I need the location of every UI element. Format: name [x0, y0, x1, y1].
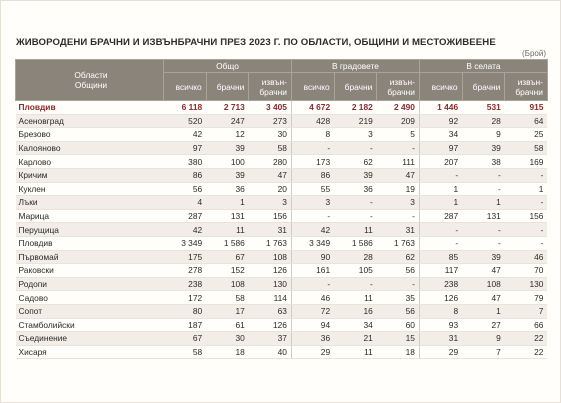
cell-total-all: 380 [164, 155, 207, 169]
cell-towns-extramarital: 62 [377, 250, 420, 264]
cell-towns-extramarital: 56 [377, 264, 420, 278]
subheader-total-marital: брачни [206, 73, 249, 101]
cell-towns-all: 173 [291, 155, 334, 169]
cell-total-marital: 30 [206, 332, 249, 346]
cell-total-all: 6 118 [164, 101, 207, 115]
row-label: Пловдив [16, 236, 164, 250]
cell-villages-all: 287 [419, 209, 462, 223]
cell-towns-extramarital: 2 490 [377, 101, 420, 115]
row-label: Брезово [16, 128, 164, 142]
cell-towns-extramarital: 56 [377, 304, 420, 318]
cell-total-extramarital: 58 [249, 141, 292, 155]
cell-towns-all: 428 [291, 114, 334, 128]
cell-towns-extramarital: 1 763 [377, 236, 420, 250]
cell-total-extramarital: 280 [249, 155, 292, 169]
row-label: Марица [16, 209, 164, 223]
cell-villages-all: - [419, 236, 462, 250]
cell-total-marital: 58 [206, 291, 249, 305]
cell-towns-all: 36 [291, 332, 334, 346]
cell-villages-all: 34 [419, 128, 462, 142]
cell-villages-extramarital: 169 [505, 155, 548, 169]
cell-total-marital: 2 713 [206, 101, 249, 115]
cell-total-all: 187 [164, 318, 207, 332]
table-body [16, 101, 548, 359]
cell-towns-marital: 34 [334, 318, 377, 332]
table-row [16, 277, 548, 291]
row-label: Асеновград [16, 114, 164, 128]
table-row [16, 223, 548, 237]
table-row [16, 209, 548, 223]
corner-label-municipalities: Общини [74, 80, 108, 90]
row-label: Садово [16, 291, 164, 305]
table-row [16, 250, 548, 264]
table-header [16, 60, 548, 101]
cell-towns-all: 86 [291, 168, 334, 182]
row-label: Перущица [16, 223, 164, 237]
table-row [16, 141, 548, 155]
cell-towns-all: 4 672 [291, 101, 334, 115]
cell-villages-marital: 9 [462, 128, 505, 142]
cell-towns-marital: 219 [334, 114, 377, 128]
cell-villages-extramarital: 915 [505, 101, 548, 115]
cell-towns-all: - [291, 141, 334, 155]
row-label: Съединение [16, 332, 164, 346]
cell-towns-marital: - [334, 209, 377, 223]
cell-towns-marital: - [334, 141, 377, 155]
cell-total-marital: 1 [206, 196, 249, 210]
cell-villages-extramarital: 25 [505, 128, 548, 142]
cell-villages-extramarital: 156 [505, 209, 548, 223]
cell-villages-marital: - [462, 236, 505, 250]
row-label: Родопи [16, 277, 164, 291]
cell-villages-all: 97 [419, 141, 462, 155]
cell-towns-marital: 62 [334, 155, 377, 169]
cell-total-extramarital: 3 [249, 196, 292, 210]
cell-total-all: 80 [164, 304, 207, 318]
cell-villages-all: 1 446 [419, 101, 462, 115]
cell-towns-all: 29 [291, 345, 334, 359]
cell-towns-marital: 21 [334, 332, 377, 346]
cell-villages-marital: - [462, 223, 505, 237]
cell-towns-all: 42 [291, 223, 334, 237]
cell-villages-all: - [419, 223, 462, 237]
cell-total-extramarital: 126 [249, 264, 292, 278]
cell-total-extramarital: 31 [249, 223, 292, 237]
cell-towns-extramarital: 111 [377, 155, 420, 169]
cell-total-extramarital: 3 405 [249, 101, 292, 115]
cell-total-extramarital: 37 [249, 332, 292, 346]
cell-total-all: 238 [164, 277, 207, 291]
cell-villages-extramarital: - [505, 168, 548, 182]
cell-total-marital: 39 [206, 141, 249, 155]
cell-total-marital: 17 [206, 304, 249, 318]
cell-total-all: 172 [164, 291, 207, 305]
cell-total-extramarital: 273 [249, 114, 292, 128]
cell-villages-all: 238 [419, 277, 462, 291]
subheader-villages-marital: брачни [462, 73, 505, 101]
cell-towns-extramarital: - [377, 209, 420, 223]
cell-villages-extramarital: 70 [505, 264, 548, 278]
subheader-towns-extramarital: извън-брачни [377, 73, 420, 101]
table-row [16, 304, 548, 318]
cell-total-marital: 1 586 [206, 236, 249, 250]
cell-villages-extramarital: 130 [505, 277, 548, 291]
subheader-towns-marital: брачни [334, 73, 377, 101]
cell-total-extramarital: 1 763 [249, 236, 292, 250]
row-label: Първомай [16, 250, 164, 264]
cell-towns-all: 161 [291, 264, 334, 278]
cell-towns-all: 72 [291, 304, 334, 318]
cell-villages-marital: 131 [462, 209, 505, 223]
table-row [16, 264, 548, 278]
cell-villages-marital: 531 [462, 101, 505, 115]
cell-total-extramarital: 20 [249, 182, 292, 196]
row-label: Лъки [16, 196, 164, 210]
cell-total-extramarital: 63 [249, 304, 292, 318]
cell-towns-extramarital: 15 [377, 332, 420, 346]
cell-total-marital: 36 [206, 182, 249, 196]
cell-towns-all: - [291, 277, 334, 291]
cell-total-marital: 108 [206, 277, 249, 291]
cell-total-all: 287 [164, 209, 207, 223]
row-label: Пловдив [16, 101, 164, 115]
cell-villages-extramarital: - [505, 236, 548, 250]
subheader-villages-extramarital: извън-брачни [505, 73, 548, 101]
group-header-towns: В градовете [291, 60, 419, 73]
births-table [15, 59, 548, 359]
table-row [16, 182, 548, 196]
cell-total-marital: 12 [206, 128, 249, 142]
table-row [16, 155, 548, 169]
cell-villages-marital: 9 [462, 332, 505, 346]
cell-towns-extramarital: 5 [377, 128, 420, 142]
cell-towns-all: 90 [291, 250, 334, 264]
cell-villages-all: - [419, 168, 462, 182]
cell-towns-extramarital: 47 [377, 168, 420, 182]
row-label: Раковски [16, 264, 164, 278]
cell-villages-marital: 27 [462, 318, 505, 332]
cell-villages-marital: 1 [462, 196, 505, 210]
cell-towns-all: 46 [291, 291, 334, 305]
cell-towns-all: 3 349 [291, 236, 334, 250]
subheader-total-all: всичко [164, 73, 207, 101]
cell-towns-extramarital: 60 [377, 318, 420, 332]
cell-towns-extramarital: 31 [377, 223, 420, 237]
row-label: Куклен [16, 182, 164, 196]
cell-total-extramarital: 114 [249, 291, 292, 305]
cell-towns-extramarital: 35 [377, 291, 420, 305]
cell-total-marital: 131 [206, 209, 249, 223]
cell-villages-extramarital: - [505, 196, 548, 210]
cell-towns-marital: 11 [334, 291, 377, 305]
cell-villages-extramarital: - [505, 223, 548, 237]
cell-villages-extramarital: 46 [505, 250, 548, 264]
cell-towns-marital: 16 [334, 304, 377, 318]
cell-villages-marital: 28 [462, 114, 505, 128]
table-row [16, 128, 548, 142]
cell-villages-extramarital: 79 [505, 291, 548, 305]
cell-villages-marital: 1 [462, 304, 505, 318]
cell-villages-all: 126 [419, 291, 462, 305]
cell-towns-extramarital: 3 [377, 196, 420, 210]
cell-total-extramarital: 108 [249, 250, 292, 264]
cell-villages-all: 93 [419, 318, 462, 332]
cell-towns-marital: 105 [334, 264, 377, 278]
cell-towns-marital: 1 586 [334, 236, 377, 250]
cell-towns-extramarital: - [377, 277, 420, 291]
cell-villages-extramarital: 64 [505, 114, 548, 128]
cell-towns-all: 3 [291, 196, 334, 210]
cell-towns-marital: 3 [334, 128, 377, 142]
cell-total-all: 58 [164, 345, 207, 359]
cell-towns-extramarital: 18 [377, 345, 420, 359]
cell-towns-marital: 28 [334, 250, 377, 264]
cell-villages-marital: 47 [462, 291, 505, 305]
cell-total-extramarital: 47 [249, 168, 292, 182]
cell-total-all: 42 [164, 223, 207, 237]
table-row [16, 236, 548, 250]
cell-towns-marital: 39 [334, 168, 377, 182]
table-row [16, 168, 548, 182]
table-row [16, 291, 548, 305]
cell-villages-extramarital: 1 [505, 182, 548, 196]
cell-villages-all: 29 [419, 345, 462, 359]
cell-villages-marital: 108 [462, 277, 505, 291]
cell-villages-extramarital: 7 [505, 304, 548, 318]
table-row [16, 332, 548, 346]
cell-villages-extramarital: 22 [505, 332, 548, 346]
table-row-total [16, 101, 548, 115]
cell-total-all: 278 [164, 264, 207, 278]
cell-villages-marital: 47 [462, 264, 505, 278]
table-row [16, 114, 548, 128]
cell-total-all: 4 [164, 196, 207, 210]
row-label: Хисаря [16, 345, 164, 359]
cell-villages-all: 117 [419, 264, 462, 278]
group-header-total: Общо [164, 60, 292, 73]
cell-total-marital: 61 [206, 318, 249, 332]
cell-towns-all: 8 [291, 128, 334, 142]
cell-villages-marital: 39 [462, 250, 505, 264]
cell-villages-all: 31 [419, 332, 462, 346]
cell-total-all: 42 [164, 128, 207, 142]
cell-total-marital: 18 [206, 345, 249, 359]
page-title: ЖИВОРОДЕНИ БРАЧНИ И ИЗВЪНБРАЧНИ ПРЕЗ 2023 Г. ПО ОБЛАСТИ, ОБЩИНИ И МЕСТОЖИВЕЕНЕ [16, 37, 496, 48]
corner-label-regions: Области [74, 70, 108, 80]
cell-villages-marital: - [462, 182, 505, 196]
subheader-villages-all: всичко [419, 73, 462, 101]
cell-total-marital: 247 [206, 114, 249, 128]
cell-total-all: 86 [164, 168, 207, 182]
corner-header [16, 60, 164, 101]
cell-villages-marital: - [462, 168, 505, 182]
cell-towns-marital: 11 [334, 345, 377, 359]
table-row [16, 345, 548, 359]
cell-towns-marital: 2 182 [334, 101, 377, 115]
row-label: Калояново [16, 141, 164, 155]
table-row [16, 196, 548, 210]
cell-towns-extramarital: - [377, 141, 420, 155]
cell-towns-all: 94 [291, 318, 334, 332]
cell-towns-all: - [291, 209, 334, 223]
cell-total-marital: 11 [206, 223, 249, 237]
cell-villages-all: 1 [419, 196, 462, 210]
cell-towns-extramarital: 19 [377, 182, 420, 196]
cell-total-all: 3 349 [164, 236, 207, 250]
cell-total-extramarital: 30 [249, 128, 292, 142]
cell-villages-marital: 7 [462, 345, 505, 359]
cell-towns-marital: - [334, 277, 377, 291]
row-label: Кричим [16, 168, 164, 182]
cell-total-marital: 152 [206, 264, 249, 278]
row-label: Сопот [16, 304, 164, 318]
cell-villages-all: 85 [419, 250, 462, 264]
cell-total-marital: 67 [206, 250, 249, 264]
cell-villages-all: 8 [419, 304, 462, 318]
cell-villages-all: 207 [419, 155, 462, 169]
cell-towns-extramarital: 209 [377, 114, 420, 128]
cell-total-extramarital: 126 [249, 318, 292, 332]
cell-total-all: 520 [164, 114, 207, 128]
cell-villages-extramarital: 58 [505, 141, 548, 155]
cell-villages-all: 1 [419, 182, 462, 196]
cell-total-marital: 39 [206, 168, 249, 182]
cell-total-marital: 100 [206, 155, 249, 169]
row-label: Карлово [16, 155, 164, 169]
cell-towns-marital: - [334, 196, 377, 210]
cell-villages-extramarital: 66 [505, 318, 548, 332]
cell-villages-marital: 39 [462, 141, 505, 155]
cell-villages-all: 92 [419, 114, 462, 128]
cell-total-extramarital: 40 [249, 345, 292, 359]
cell-total-all: 67 [164, 332, 207, 346]
subheader-total-extramarital: извън-брачни [249, 73, 292, 101]
cell-total-all: 97 [164, 141, 207, 155]
subheader-towns-all: всичко [291, 73, 334, 101]
cell-towns-all: 55 [291, 182, 334, 196]
group-header-villages: В селата [419, 60, 547, 73]
cell-villages-extramarital: 22 [505, 345, 548, 359]
row-label: Стамболийски [16, 318, 164, 332]
cell-total-extramarital: 130 [249, 277, 292, 291]
unit-label: (Брой) [522, 49, 546, 58]
cell-towns-marital: 36 [334, 182, 377, 196]
cell-total-all: 56 [164, 182, 207, 196]
cell-total-all: 175 [164, 250, 207, 264]
cell-towns-marital: 11 [334, 223, 377, 237]
cell-villages-marital: 38 [462, 155, 505, 169]
cell-total-extramarital: 156 [249, 209, 292, 223]
table-row [16, 318, 548, 332]
